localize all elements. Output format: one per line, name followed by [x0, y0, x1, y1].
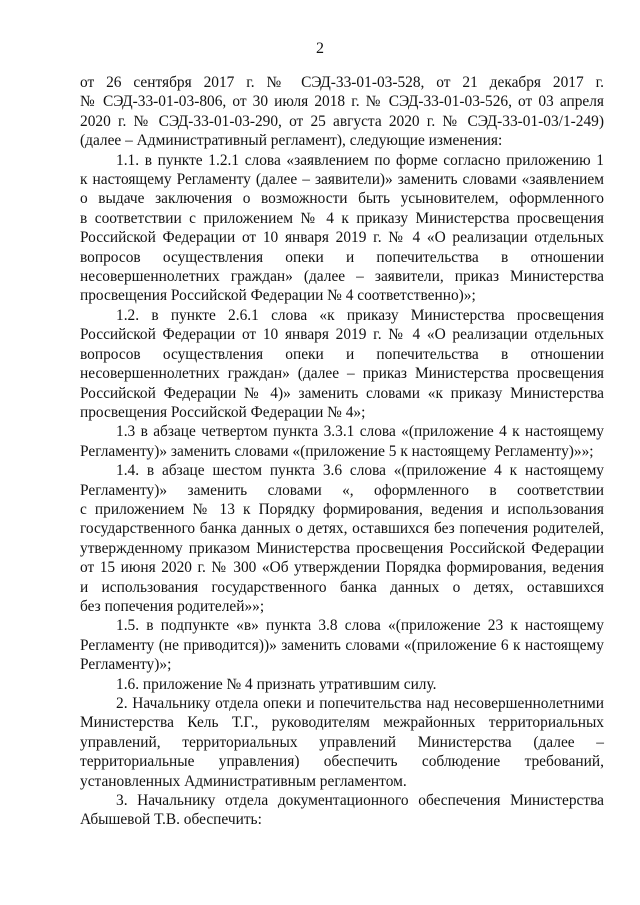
text-line: вопросов осуществления опеки и попечительства в отношении: [80, 345, 604, 363]
paragraph-2: [80, 694, 604, 791]
text-line: 1.1. в пункте 1.2.1 слова «заявлением по форме согласно приложению 1: [116, 151, 604, 169]
text-line: территориальные управления) обеспечить соблюдение требований,: [80, 753, 604, 771]
text-line: утвержденному приказом Министерства просвещения Российской Федерации: [80, 539, 604, 557]
text-line: к настоящему Регламенту (далее – заявители)» заменить словами «заявлением: [80, 171, 604, 189]
paragraph-1-2: [80, 306, 604, 422]
text-line: Российской Федерации от 10 января 2019 г. № 4 «О реализации отдельных: [80, 229, 604, 247]
paragraph-intro: [80, 73, 604, 151]
text-line: с приложением № 13 к Порядку формирования, ведения и использования: [80, 500, 604, 518]
paragraph-1-4: [80, 461, 604, 616]
text-line: от 26 сентября 2017 г. № СЭД-33-01-03-528, от 21 декабря 2017 г.: [80, 74, 604, 91]
text-line: 1.5. в подпункте «в» пункта 3.8 слова «(приложение 23 к настоящему: [116, 617, 604, 635]
text-line: в соответствии с приложением № 4 к приказу Министерства просвещения: [80, 209, 604, 227]
document-body: [80, 73, 604, 830]
paragraph-1-5: [80, 616, 604, 674]
paragraph-1-6: [80, 675, 604, 694]
paragraph-3: [80, 791, 604, 830]
text-line: без попечения родителей»»;: [80, 597, 265, 615]
text-line: и использования государственного банка данных о детях, оставшихся: [80, 578, 604, 596]
text-line: 2. Начальнику отдела опеки и попечительства над несовершеннолетними: [116, 695, 604, 712]
text-line: просвещения Российской Федерации № 4 соответственно)»;: [80, 287, 476, 305]
text-line: вопросов осуществления опеки и попечительства в отношении: [80, 248, 604, 266]
text-line: несовершеннолетних граждан» (далее – заявители, приказ Министерства: [80, 268, 604, 286]
text-line: от 15 июня 2020 г. № 300 «Об утверждении Порядка формирования, ведения: [80, 559, 604, 577]
text-line: 1.3 в абзаце четвертом пункта 3.3.1 слова «(приложение 4 к настоящему: [116, 423, 604, 441]
text-line: Регламенту)»;: [80, 656, 172, 674]
text-line: установленных Административным регламентом.: [80, 772, 407, 790]
text-line: государственного банка данных о детях, оставшихся без попечения родителей,: [80, 520, 604, 538]
text-line: Российской Федерации от 10 января 2019 г. № 4 «О реализации отдельных: [80, 326, 604, 344]
text-line: 2020 г. № СЭД-33-01-03-290, от 25 августа 2020 г. № СЭД-33-01-03/1-249): [80, 112, 604, 130]
text-line: Российской Федерации № 4)» заменить словами «к приказу Министерства: [80, 384, 604, 402]
text-line: 1.4. в абзаце шестом пункта 3.6 слова «(приложение 4 к настоящему: [116, 462, 604, 480]
text-line: 3. Начальнику отдела документационного обеспечения Министерства: [116, 792, 604, 810]
text-line: управлений, территориальных управлений Министерства (далее –: [80, 733, 604, 751]
paragraph-1-1: [80, 151, 604, 306]
text-line: Регламенту)» заменить словами «(приложение 5 к настоящему Регламенту)»»;: [80, 442, 594, 460]
text-line: Абышевой Т.В. обеспечить:: [80, 811, 262, 829]
page-number: 2: [316, 40, 324, 57]
text-line: несовершеннолетних граждан» (далее – приказ Министерства просвещения: [80, 365, 604, 383]
text-line: Регламенту)» заменить словами «, оформленного в соответствии: [80, 481, 604, 499]
text-line: Регламенту (не приводится))» заменить словами «(приложение 6 к настоящему: [80, 636, 604, 654]
text-line: о выдаче заключения о возможности быть усыновителем, оформленного: [80, 190, 604, 208]
paragraph-1-3: [80, 422, 604, 461]
text-line: (далее – Административный регламент), следующие изменения:: [80, 132, 503, 150]
text-line: 1.2. в пункте 2.6.1 слова «к приказу Министерства просвещения: [116, 306, 604, 324]
text-line: Министерства Кель Т.Г., руководителям межрайонных территориальных: [80, 714, 604, 732]
text-line: № СЭД-33-01-03-806, от 30 июля 2018 г. № СЭД-33-01-03-526, от 03 апреля: [80, 93, 604, 111]
text-line: 1.6. приложение № 4 признать утратившим силу.: [116, 675, 437, 693]
text-line: просвещения Российской Федерации № 4»;: [80, 403, 366, 421]
